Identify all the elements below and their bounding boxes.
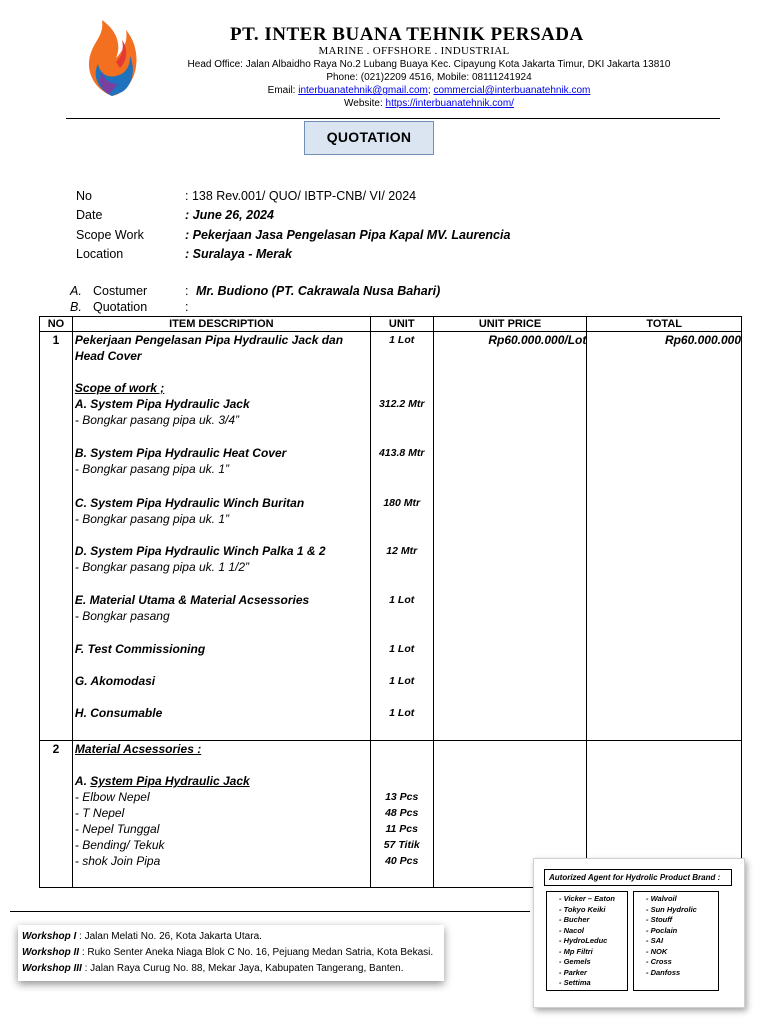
unit-price-value: Rp60.000.000/Lot xyxy=(488,333,587,347)
scope-g-unit: 1 Lot xyxy=(389,675,415,687)
header-description: ITEM DESCRIPTION xyxy=(72,317,370,332)
customer-value: Mr. Budiono (PT. Cakrawala Nusa Bahari) xyxy=(196,284,441,298)
list-item: - Elbow Nepel xyxy=(74,790,150,804)
workshop-3-label: Workshop III xyxy=(22,963,82,974)
scope-b-title: B. System Pipa Hydraulic Heat Cover xyxy=(74,446,287,460)
material-subtitle-text: System Pipa Hydraulic Jack xyxy=(90,774,250,788)
scope-h-title: H. Consumable xyxy=(74,706,163,720)
scope-f-title: F. Test Commissioning xyxy=(74,642,206,656)
brand-list-right xyxy=(633,891,719,991)
table-header-row xyxy=(40,317,742,332)
list-item: - T Nepel xyxy=(74,806,125,820)
brand-item: - SAI xyxy=(646,936,664,945)
brand-item: - NOK xyxy=(646,946,668,956)
brand-item: - HydroLeduc xyxy=(559,936,608,945)
brand-item: - Gemels xyxy=(559,957,591,966)
scope-c-sub: - Bongkar pasang pipa uk. 1” xyxy=(74,512,230,526)
brand-item: - Poclain xyxy=(646,925,678,935)
brand-item: - Settima xyxy=(559,978,591,987)
brand-item: - Parker xyxy=(559,967,587,977)
row-no xyxy=(40,332,73,741)
scope-h-unit: 1 Lot xyxy=(389,707,415,719)
quotation-colon: : xyxy=(185,300,189,314)
brand-item: - Sun Hydrolic xyxy=(646,904,697,914)
list-item-unit: 40 Pcs xyxy=(385,855,419,867)
row-description xyxy=(72,332,370,741)
email-link-1[interactable]: interbuanatehnik@gmail.com xyxy=(298,85,428,96)
website-link[interactable]: https://interbuanatehnik.com/ xyxy=(385,98,514,109)
workshop-2-address: : Ruko Senter Aneka Niaga Blok C No. 16, Pejuang Medan Satria, Kota Bekasi. xyxy=(79,947,434,958)
material-accessories-title: Material Acsessories : xyxy=(74,742,202,756)
items-table xyxy=(39,316,742,888)
item-title-line2: Head Cover xyxy=(74,349,142,363)
meta-value-date: : June 26, 2024 xyxy=(185,208,274,222)
quotation-label: Quotation xyxy=(93,300,148,314)
brand-list-left xyxy=(546,891,628,991)
brand-item: - Bucher xyxy=(559,915,590,924)
meta-label-date: Date xyxy=(76,208,103,222)
workshop-addresses xyxy=(18,925,444,981)
row-total xyxy=(587,332,742,741)
document-title: QUOTATION xyxy=(304,121,434,155)
list-item-unit: 57 Titik xyxy=(383,839,420,851)
scope-a-title: A. System Pipa Hydraulic Jack xyxy=(74,397,250,411)
list-item-unit: 11 Pcs xyxy=(385,823,418,835)
list-item: - Bending/ Tekuk xyxy=(74,838,165,852)
header-unit: UNIT xyxy=(370,317,433,332)
item-title-line1: Pekerjaan Pengelasan Pipa Hydraulic Jack dan xyxy=(74,333,344,347)
email-link-2[interactable]: commercial@interbuanatehnik.com xyxy=(433,85,591,96)
workshop-1-address: : Jalan Melati No. 26, Kota Jakarta Utara. xyxy=(76,931,262,942)
row-unit xyxy=(370,741,433,888)
table-row xyxy=(40,332,742,741)
brand-item: - Nacol xyxy=(559,925,585,935)
scope-d-title: D. System Pipa Hydraulic Winch Palka 1 & 2 xyxy=(74,544,326,558)
scope-e-sub: - Bongkar pasang xyxy=(74,609,170,623)
list-item: - Nepel Tunggal xyxy=(74,822,160,836)
head-office-address: Head Office: Jalan Albaidho Raya No.2 Lubang Buaya Kec. Cipayung Kota Jakarta Timur, DKI Jakarta 13810 xyxy=(187,59,671,70)
scope-b-unit: 413.8 Mtr xyxy=(378,447,425,459)
workshop-2 xyxy=(22,945,440,961)
email-label: Email: xyxy=(267,85,299,96)
phone-line: Phone: (021)2209 4516, Mobile: 08111241924 xyxy=(326,72,532,83)
list-item-unit: 13 Pcs xyxy=(385,791,419,803)
scope-b-sub: - Bongkar pasang pipa uk. 1” xyxy=(74,462,230,476)
header-unit-price: UNIT PRICE xyxy=(433,317,587,332)
brand-item: - Tokyo Keiki xyxy=(559,904,606,914)
company-name: PT. INTER BUANA TEHNIK PERSADA xyxy=(230,24,584,45)
scope-e-unit: 1 Lot xyxy=(389,594,415,606)
brand-item: - Walvoil xyxy=(646,894,677,903)
meta-value-no: : 138 Rev.001/ QUO/ IBTP-CNB/ VI/ 2024 xyxy=(185,189,417,203)
scope-e-title: E. Material Utama & Material Acsessories xyxy=(74,593,310,607)
footer-divider xyxy=(10,911,530,912)
authorized-agent-box xyxy=(533,858,745,1008)
list-item-unit: 48 Pcs xyxy=(385,807,419,819)
row-no-value: 1 xyxy=(52,333,60,347)
workshop-1-label: Workshop I xyxy=(22,931,77,942)
website-label: Website: xyxy=(344,98,386,109)
header-total: TOTAL xyxy=(587,317,742,332)
scope-c-unit: 180 Mtr xyxy=(383,497,421,509)
row-unit-price xyxy=(433,332,587,741)
total-value: Rp60.000.000 xyxy=(664,333,741,347)
company-tagline: MARINE . OFFSHORE . INDUSTRIAL xyxy=(318,45,510,57)
meta-value-location: : Suralaya - Merak xyxy=(185,247,292,261)
meta-label-location: Location xyxy=(76,247,124,261)
scope-of-work-label: Scope of work ; xyxy=(74,381,165,395)
brand-item: - Stouff xyxy=(646,915,673,924)
quotation-letter: B. xyxy=(70,300,82,314)
scope-c-title: C. System Pipa Hydraulic Winch Buritan xyxy=(74,496,305,510)
meta-label-scope: Scope Work xyxy=(76,228,144,242)
workshop-3 xyxy=(22,961,440,977)
row-no-value: 2 xyxy=(52,742,60,756)
workshop-2-label: Workshop II xyxy=(22,947,80,958)
brand-item: - Mp Filtri xyxy=(559,946,593,956)
header-divider xyxy=(66,118,720,119)
email-line xyxy=(0,85,768,96)
row-no xyxy=(40,741,73,888)
scope-d-unit: 12 Mtr xyxy=(386,545,418,557)
brand-item: - Cross xyxy=(646,957,672,966)
scope-a-unit: 312.2 Mtr xyxy=(378,398,425,410)
scope-f-unit: 1 Lot xyxy=(389,643,415,655)
customer-label: Costumer xyxy=(93,284,148,298)
header-no: NO xyxy=(40,317,73,332)
customer-letter: A. xyxy=(70,284,82,298)
material-subtitle-prefix: A. xyxy=(74,774,91,788)
meta-value-scope: : Pekerjaan Jasa Pengelasan Pipa Kapal MV. Laurencia xyxy=(185,228,511,242)
workshop-1 xyxy=(22,929,440,945)
website-line xyxy=(0,98,768,109)
list-item: - shok Join Pipa xyxy=(74,854,161,868)
material-subtitle xyxy=(75,773,370,789)
customer-colon: : xyxy=(185,284,189,298)
email-separator: ; xyxy=(427,85,434,96)
scope-d-sub: - Bongkar pasang pipa uk. 1 1/2” xyxy=(74,560,250,574)
row-description xyxy=(72,741,370,888)
workshop-3-address: : Jalan Raya Curug No. 88, Mekar Jaya, Kabupaten Tangerang, Banten. xyxy=(81,963,404,974)
brand-item: - Vicker – Eaton xyxy=(559,894,616,903)
brand-item: - Danfoss xyxy=(646,967,681,977)
scope-a-sub: - Bongkar pasang pipa uk. 3/4” xyxy=(74,413,240,427)
authorized-agent-title: Autorized Agent for Hydrolic Product Brand : xyxy=(544,869,732,886)
meta-label-no: No xyxy=(76,189,92,203)
scope-g-title: G. Akomodasi xyxy=(74,674,156,688)
row-unit xyxy=(370,332,433,741)
item-unit: 1 Lot xyxy=(389,334,415,346)
